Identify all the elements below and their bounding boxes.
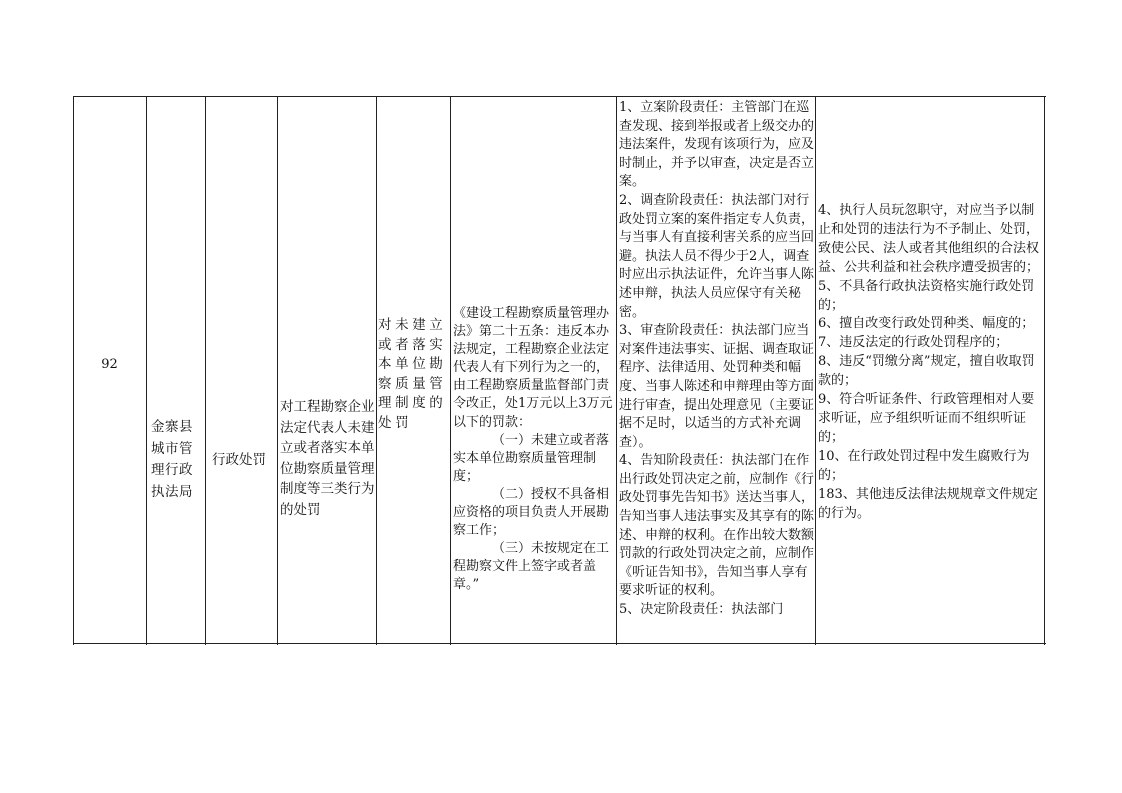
sub-item-name-cell <box>378 316 450 433</box>
legal-basis-clause: （三）未按规定在工程勘察文件上签字或者盖章。” <box>453 541 610 593</box>
table-frame <box>73 96 1046 645</box>
column-divider <box>146 96 147 645</box>
department-name: 金寨县城市管理行政执法局 <box>151 419 193 500</box>
legal-basis-intro: 《建设工程勘察质量管理办法》第二十五条：违反本办法规定，工程勘察企业法定代表人有下列行为之一的，由工程勘察质量监督部门责令改正，处1万元以上3万元以下的罚款： <box>453 306 613 430</box>
column-divider <box>815 96 816 645</box>
legal-basis-cell <box>453 305 616 595</box>
item-name-cell <box>280 397 375 520</box>
power-type-cell <box>212 451 280 470</box>
legal-basis-clause: （一）未建立或者落实本单位勘察质量管理制度； <box>453 432 610 484</box>
column-divider <box>277 96 278 645</box>
column-divider <box>450 96 451 645</box>
responsibility-text: 1、立案阶段责任：主管部门在巡查发现、接到举报或者上级交办的违法案件，发现有该项行为，应及时制止，并予以审查，决定是否立案。 2、调查阶段责任：执法部门对行政处罚立案的案件指定专人负责，与当事人有直接利害关系的应当回避。执法人员不得少于2人，调查时应出示执法证件，允许当事人陈述申辩，执法人员应保守有关秘密。 3、审查阶段责任：执法部门应当对案件违法事实、证据、调查取证程序、法律适用、处罚种类和幅度、当事人陈述和申辩理由等方面进行审查，提出处理意见（主要证据不足时，以适当的方式补充调查）。 4、告知阶段责任：执法部门在作出行政处罚决定之前，应制作《行政处罚事先告知书》送达当事人，告知当事人违法事实及其享有的陈述、申辩的权利。在作出较大数额罚款的行政处罚决定之前，应制作《听证告知书》，告知当事人享有要求听证的权利。 5、决定阶段责任：执法部门 <box>619 100 815 618</box>
legal-basis-clause: （二）授权不具备相应资格的项目负责人开展勘察工作； <box>453 486 610 539</box>
department-cell <box>151 417 205 503</box>
accountability-text: 4、执行人员玩忽职守，对应当予以制止和处罚的违法行为不予制止、处罚，致使公民、法人或者其他组织的合法权益、公共利益和社会秩序遭受损害的； 5、不具备行政执法资格实施行政处罚的； 6、擅自改变行政处罚种类、幅度的； 7、违反法定的行政处罚程序的； 8、违反“罚缴分离”规定，擅自收取罚款的； 9、符合听证条件、行政管理相对人要求听证，应予组织听证而不组织听证的； 10、在行政处罚过程中发生腐败行为的； 183、其他违反法律法规规章文件规定的行为。 <box>818 203 1040 521</box>
column-divider <box>616 96 617 645</box>
column-divider <box>205 96 206 645</box>
table-bottom-border <box>73 643 1046 644</box>
power-type: 行政处罚 <box>212 452 266 468</box>
column-divider <box>376 96 377 645</box>
table-top-border <box>73 96 1046 97</box>
item-name: 对工程勘察企业法定代表人未建立或者落实本单位勘察质量管理制度等三类行为的处罚 <box>280 399 375 518</box>
responsibility-cell <box>619 99 815 643</box>
row-number-cell <box>73 356 146 375</box>
column-divider <box>1044 96 1045 645</box>
accountability-cell <box>818 202 1041 523</box>
sub-item-name: 对未建立或者落实本单位勘察质量管理制度的处罚 <box>378 317 447 431</box>
row-number: 92 <box>101 357 118 372</box>
